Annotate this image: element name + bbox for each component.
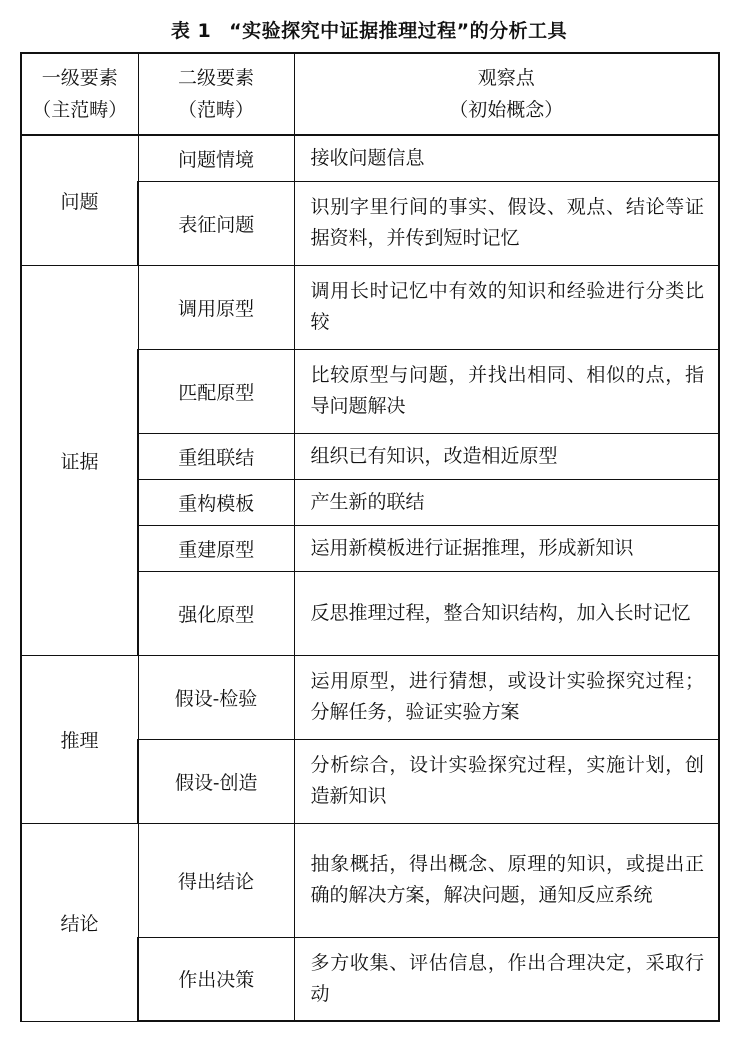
secondary-category-cell: 得出结论 (138, 823, 294, 937)
header-observation-point-label: 观察点 (477, 67, 535, 89)
observation-cell: 多方收集、评估信息，作出合理决定，采取行动 (294, 937, 719, 1021)
secondary-category-cell: 重构模板 (138, 479, 294, 525)
analysis-tool-table (20, 52, 720, 1022)
table-header-row (21, 53, 719, 135)
observation-cell: 识别字里行间的事实、假设、观点、结论等证据资料，并传到短时记忆 (294, 181, 719, 265)
observation-cell: 产生新的联结 (294, 479, 719, 525)
observation-cell: 运用新模板进行证据推理，形成新知识 (294, 525, 719, 571)
table-row (21, 655, 719, 739)
observation-cell: 比较原型与问题，并找出相同、相似的点，指导问题解决 (294, 349, 719, 433)
secondary-category-cell: 问题情境 (138, 135, 294, 181)
secondary-category-cell: 强化原型 (138, 571, 294, 655)
header-secondary-element-label: 二级要素 (177, 67, 254, 89)
header-observation-point-sub: （初始概念） (449, 99, 564, 121)
observation-cell: 抽象概括，得出概念、原理的知识，或提出正确的解决方案，解决问题，通知反应系统 (294, 823, 719, 937)
observation-cell: 反思推理过程，整合知识结构，加入长时记忆 (294, 571, 719, 655)
secondary-category-cell: 匹配原型 (138, 349, 294, 433)
secondary-category-cell: 假设-创造 (138, 739, 294, 823)
observation-cell: 组织已有知识，改造相近原型 (294, 433, 719, 479)
observation-cell: 运用原型，进行猜想，或设计实验探究过程；分解任务，验证实验方案 (294, 655, 719, 739)
observation-cell: 调用长时记忆中有效的知识和经验进行分类比较 (294, 265, 719, 349)
primary-category-cell: 证据 (21, 265, 138, 655)
table-caption (0, 16, 738, 43)
secondary-category-cell: 作出决策 (138, 937, 294, 1021)
header-secondary-element-sub: （范畴） (177, 99, 254, 121)
observation-cell: 接收问题信息 (294, 135, 719, 181)
header-secondary-element (138, 53, 294, 135)
observation-cell: 分析综合，设计实验探究过程，实施计划，创造新知识 (294, 739, 719, 823)
table-row (21, 135, 719, 181)
table-number: 表 1 (170, 20, 212, 42)
secondary-category-cell: 重建原型 (138, 525, 294, 571)
secondary-category-cell: 假设-检验 (138, 655, 294, 739)
secondary-category-cell: 表征问题 (138, 181, 294, 265)
primary-category-cell: 问题 (21, 135, 138, 265)
header-primary-element (21, 53, 138, 135)
table-title: “实验探究中证据推理过程”的分析工具 (229, 20, 568, 42)
primary-category-cell: 结论 (21, 823, 138, 1021)
table-row (21, 823, 719, 937)
header-observation-point (294, 53, 719, 135)
header-primary-element-label: 一级要素 (41, 67, 118, 89)
header-primary-element-sub: （主范畴） (32, 99, 128, 121)
secondary-category-cell: 调用原型 (138, 265, 294, 349)
table-row (21, 265, 719, 349)
secondary-category-cell: 重组联结 (138, 433, 294, 479)
primary-category-cell: 推理 (21, 655, 138, 823)
